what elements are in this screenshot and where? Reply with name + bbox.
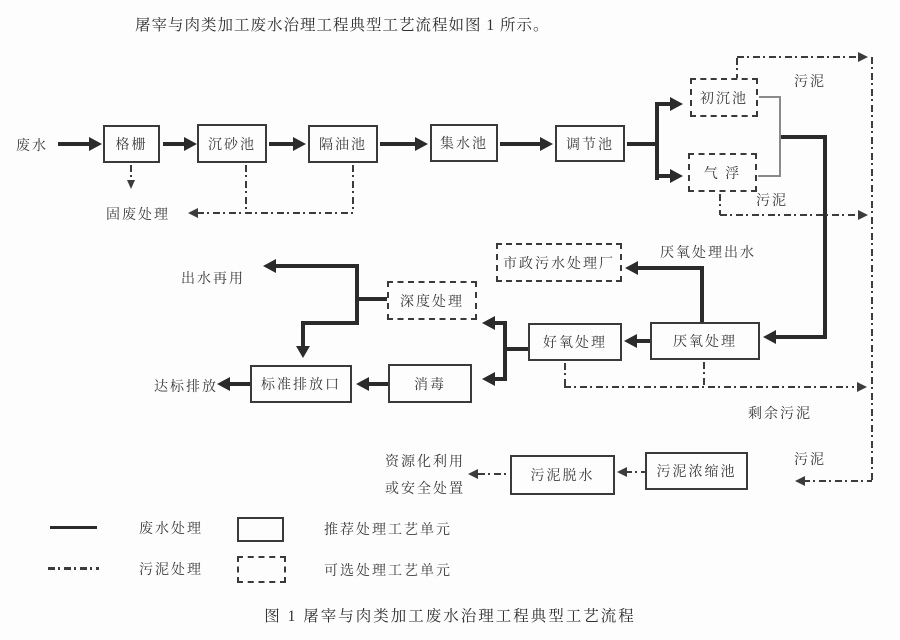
sludge-line — [736, 58, 738, 78]
arrowhead-right-small — [858, 52, 868, 62]
sludge-line — [737, 56, 857, 58]
label-solid-waste-disposal: 固废处理 — [106, 208, 170, 223]
flow-line — [355, 264, 359, 325]
label-sludge-bottom: 污泥 — [794, 453, 826, 468]
node-air-flotation: 气 浮 — [688, 153, 757, 192]
sludge-line — [564, 386, 854, 388]
node-grille: 格栅 — [103, 125, 160, 163]
arrowhead-down — [296, 346, 310, 358]
node-aerobic: 好氧处理 — [528, 323, 622, 361]
sludge-line — [564, 363, 566, 387]
arrowhead-left-small — [795, 476, 805, 486]
legend-solid-box-sample — [237, 517, 284, 542]
arrowhead-left-small — [468, 469, 478, 479]
flow-line — [301, 321, 305, 348]
arrowhead-right — [540, 137, 553, 151]
page-title: 屠宰与肉类加工废水治理工程典型工艺流程如图 1 所示。 — [135, 17, 550, 34]
arrowhead-right — [670, 169, 683, 183]
arrowhead-right-small — [858, 210, 868, 220]
sludge-line — [871, 57, 873, 482]
node-anaerobic: 厌氧处理 — [650, 322, 760, 360]
arrowhead-right — [89, 137, 102, 151]
flow-line — [500, 142, 541, 146]
arrowhead-right — [670, 97, 683, 111]
label-anaerobic-effluent: 厌氧处理出水 — [660, 246, 756, 261]
flow-line — [637, 266, 704, 270]
merge-line — [758, 175, 781, 177]
sludge-line — [197, 212, 353, 214]
flow-line — [506, 347, 528, 351]
sludge-line — [245, 165, 247, 213]
legend-sludge-label: 污泥处理 — [139, 563, 203, 578]
sludge-line — [719, 194, 721, 215]
arrowhead-left — [263, 259, 276, 273]
figure-caption: 图 1 屠宰与肉类加工废水治理工程典型工艺流程 — [264, 608, 636, 625]
legend-recommended-label: 推荐处理工艺单元 — [324, 523, 452, 538]
node-disinfection: 消毒 — [388, 364, 472, 403]
flow-line — [775, 335, 825, 339]
flow-line — [503, 321, 507, 381]
arrowhead-left — [763, 330, 776, 344]
label-sludge-top: 污泥 — [794, 75, 826, 90]
legend-optional-label: 可选处理工艺单元 — [324, 564, 452, 579]
sludge-line — [803, 480, 872, 482]
legend-dashed-box-sample — [237, 556, 286, 583]
flow-line — [269, 142, 294, 146]
arrowhead-right — [293, 137, 306, 151]
arrowhead-left — [625, 261, 638, 275]
flow-line — [380, 142, 416, 146]
sludge-line — [625, 471, 645, 473]
arrowhead-left — [482, 316, 495, 330]
flow-line — [357, 297, 387, 301]
node-oil-separator: 隔油池 — [308, 125, 378, 163]
arrowhead-right-small — [857, 382, 867, 392]
label-resource-use: 资源化利用 — [385, 455, 465, 470]
flow-line — [655, 102, 659, 180]
node-municipal-plant: 市政污水处理厂 — [496, 243, 622, 282]
node-standard-outlet: 标准排放口 — [250, 365, 352, 403]
arrowhead-left-small — [617, 467, 627, 477]
flow-line — [700, 266, 704, 322]
label-or-safe-disposal: 或安全处置 — [385, 482, 465, 497]
flow-line — [368, 382, 388, 386]
sludge-line — [478, 473, 510, 475]
merge-line — [759, 96, 781, 98]
arrowhead-right — [415, 137, 428, 151]
flow-line — [58, 142, 90, 146]
label-sludge-mid: 污泥 — [756, 194, 788, 209]
node-collecting-tank: 集水池 — [430, 124, 498, 162]
arrowhead-left — [482, 372, 495, 386]
arrowhead-left-small — [188, 208, 198, 218]
flow-line — [627, 142, 658, 146]
sludge-line — [352, 165, 354, 213]
flow-line — [163, 142, 185, 146]
flow-line — [781, 135, 827, 139]
flow-line — [229, 382, 250, 386]
sludge-line — [703, 362, 705, 387]
flow-line — [276, 264, 357, 268]
label-standard-discharge: 达标排放 — [154, 380, 218, 395]
flow-line — [301, 321, 357, 325]
node-sludge-dewatering: 污泥脱水 — [510, 455, 615, 495]
legend-wastewater-label: 废水处理 — [139, 522, 203, 537]
legend-solid-line-sample — [50, 526, 97, 529]
flow-line — [636, 339, 650, 343]
node-sludge-thickening: 污泥浓缩池 — [645, 452, 748, 490]
arrowhead-right — [184, 137, 197, 151]
node-advanced-treatment: 深度处理 — [387, 281, 477, 320]
arrowhead-down-small — [127, 180, 135, 189]
label-influent: 废水 — [16, 139, 48, 154]
node-regulating-tank: 调节池 — [555, 125, 625, 162]
sludge-line — [720, 214, 857, 216]
node-grit-chamber: 沉砂池 — [197, 124, 267, 163]
label-effluent-reuse: 出水再用 — [181, 272, 245, 287]
label-surplus-sludge: 剩余污泥 — [748, 407, 812, 422]
node-primary-sedimentation: 初沉池 — [690, 78, 758, 117]
legend-dashdot-line-sample — [48, 567, 99, 570]
flow-line — [823, 135, 827, 339]
